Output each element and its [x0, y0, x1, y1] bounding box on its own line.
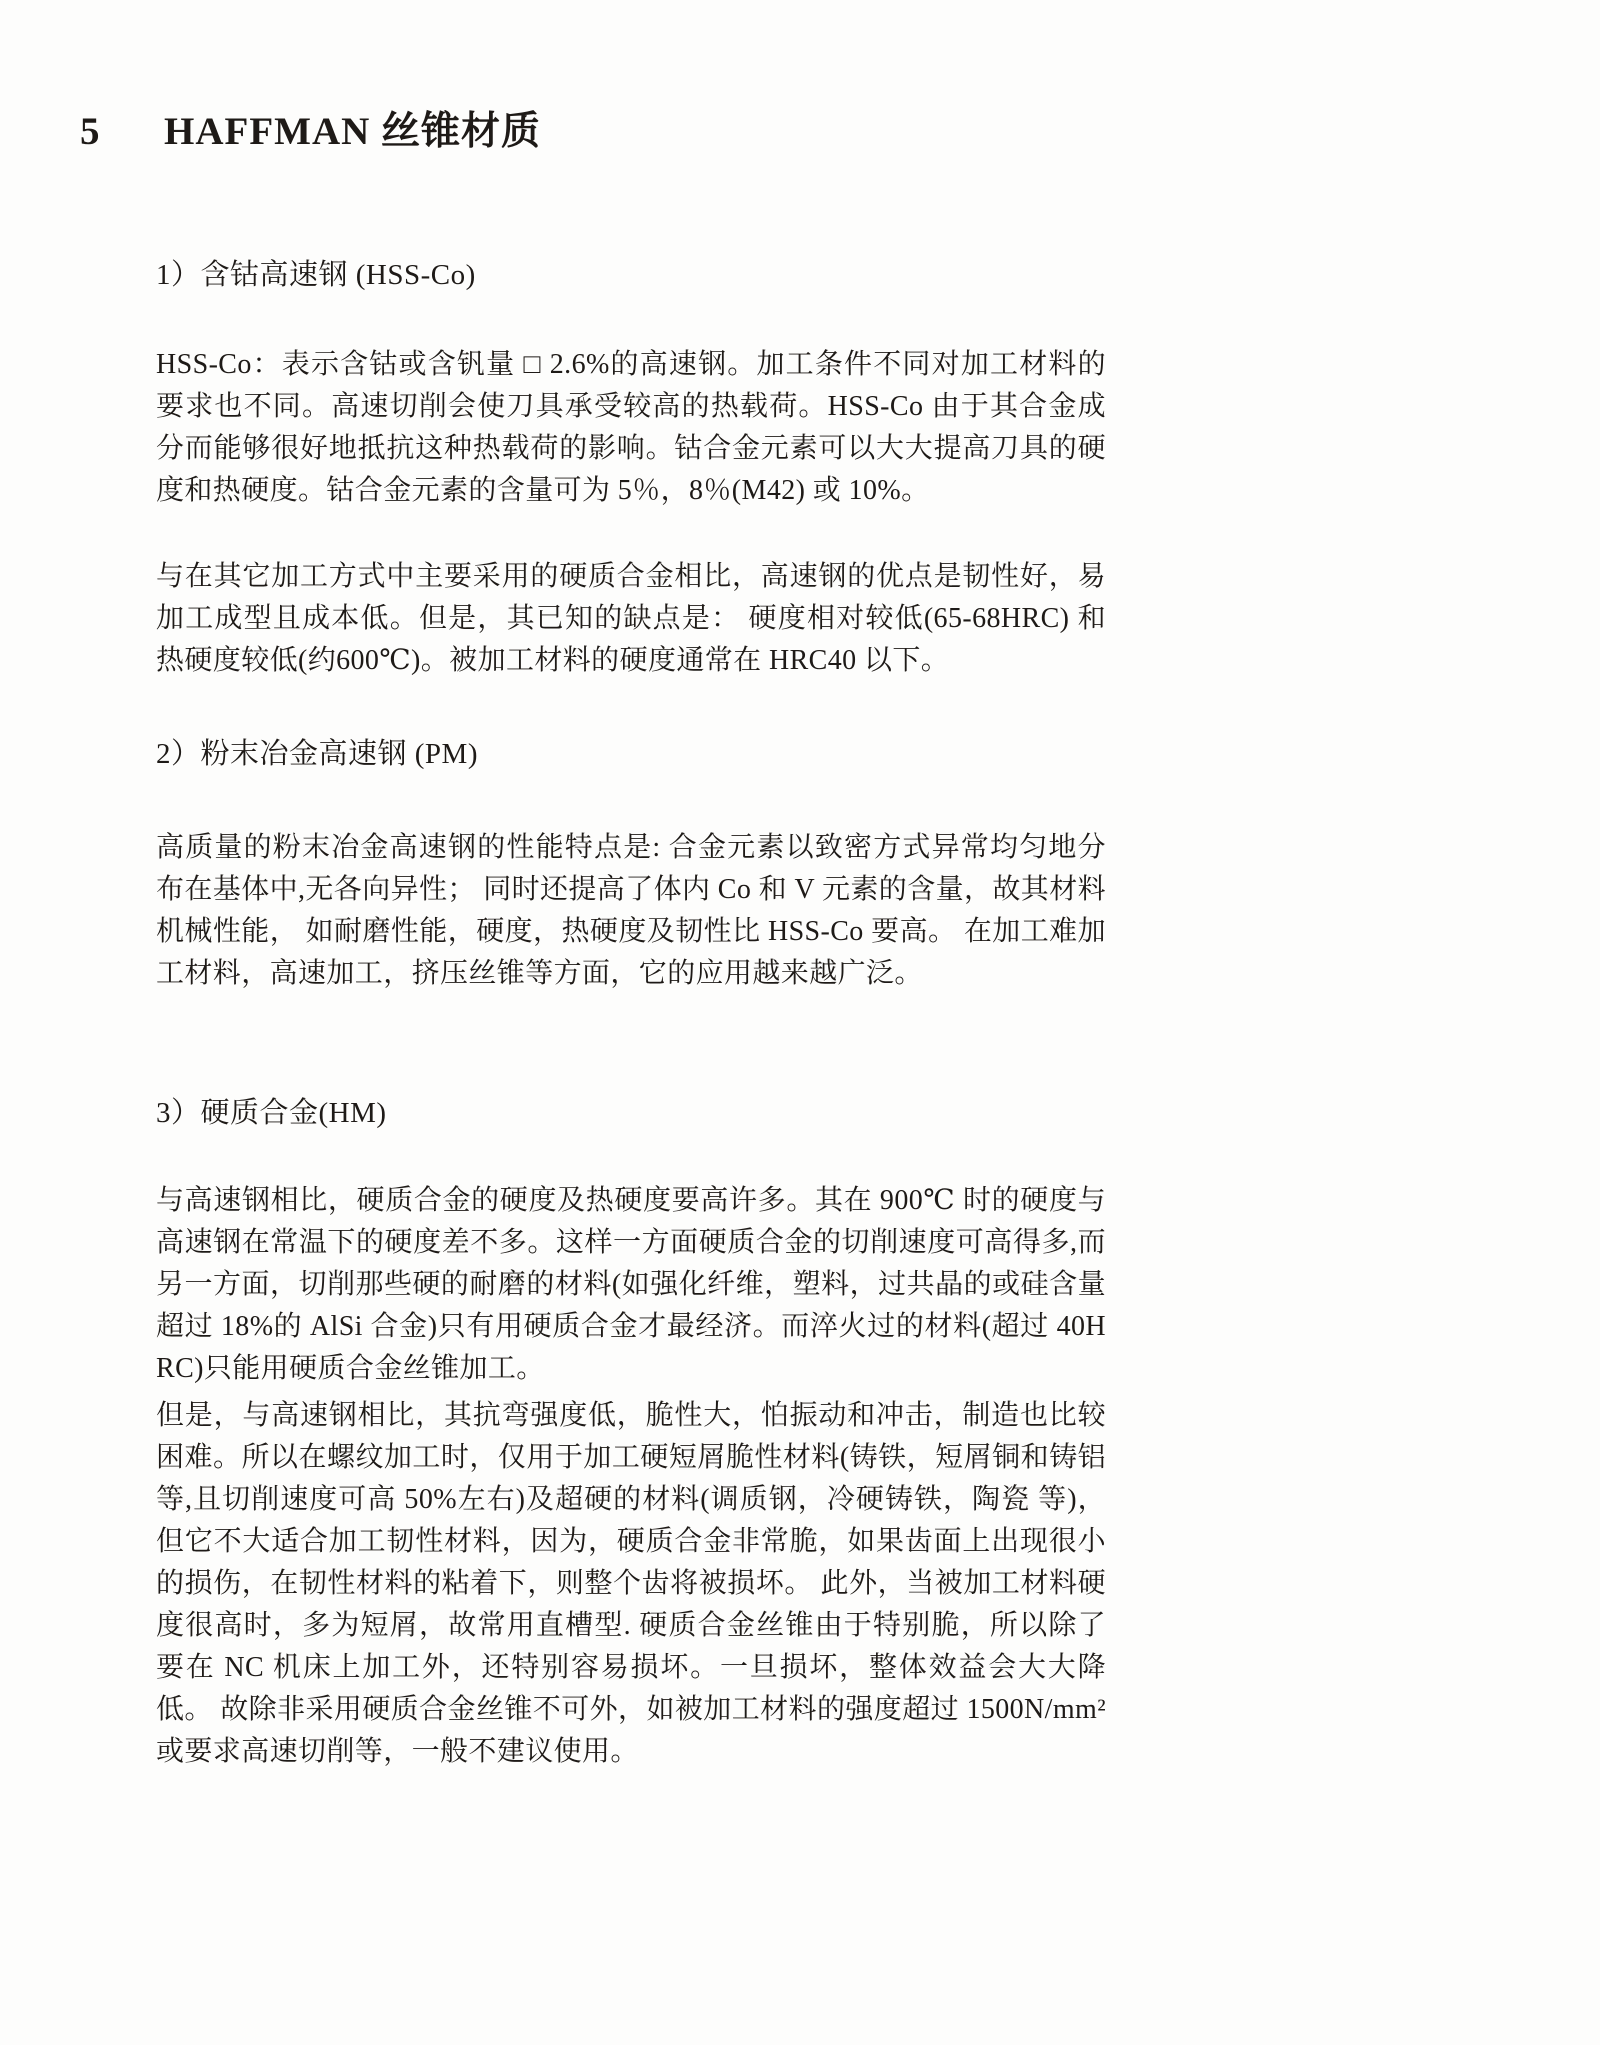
- paragraph-hm-1: 与高速钢相比，硬质合金的硬度及热硬度要高许多。其在 900℃ 时的硬度与高速钢在常温下的硬度差不多。这样一方面硬质合金的切削速度可高得多,而另一方面，切削那些硬的耐磨的材料(如强化纤维，塑料，过共晶的或硅含量超过 18%的 AlSi 合金)只有用硬质合金才最经济。而淬火过的材料(超过 40HRC)只能用硬质合金丝锥加工。: [156, 1185, 1106, 1384]
- paragraph-hm-2: 但是，与高速钢相比，其抗弯强度低，脆性大，怕振动和冲击，制造也比较困难。所以在螺纹加工时，仅用于加工硬短屑脆性材料(铸铁，短屑铜和铸铝等,且切削速度可高 50%左右)及超硬的材料(调质钢，冷硬铸铁，陶瓷 等)，但它不大适合加工韧性材料，因为，硬质合金非常脆，如果齿面上出现很小的损伤，在韧性材料的粘着下，则整个齿将被损坏。 此外，当被加工材料硬度很高时，多为短屑，故常用直槽型. 硬质合金丝锥由于特别脆，所以除了要在 NC 机床上加工外，还特别容易损坏。一旦损坏，整体效益会大大降低。 故除非采用硬质合金丝锥不可外，如被加工材料的强度超过 1500N/mm²或要求高速切削等，一般不建议使用。: [156, 1400, 1106, 1767]
- page-title: HAFFMAN 丝锥材质: [164, 110, 542, 153]
- chapter-number: 5: [80, 110, 101, 153]
- heading-pm: 2）粉末冶金高速钢 (PM): [156, 738, 478, 770]
- paragraph-pm-1: 高质量的粉末冶金高速钢的性能特点是: 合金元素以致密方式异常均匀地分布在基体中,无各向异性； 同时还提高了体内 Co 和 V 元素的含量，故其材料机械性能， 如耐磨性能，硬度，热硬度及韧性比 HSS-Co 要高。 在加工难加工材料，高速加工，挤压丝锥等方面，它的应用越来越广泛。: [156, 832, 1106, 989]
- paragraph-hss-co-2: 与在其它加工方式中主要采用的硬质合金相比，高速钢的优点是韧性好，易加工成型且成本低。但是，其已知的缺点是： 硬度相对较低(65-68HRC) 和热硬度较低(约600℃)。被加工材料的硬度通常在 HRC40 以下。: [156, 561, 1106, 676]
- heading-hm: 3）硬质合金(HM): [156, 1097, 387, 1129]
- heading-hss-co: 1）含钴高速钢 (HSS-Co): [156, 259, 476, 291]
- paragraph-hss-co-1: HSS-Co：表示含钴或含钒量 □ 2.6%的高速钢。加工条件不同对加工材料的要求也不同。高速切削会使刀具承受较高的热载荷。HSS-Co 由于其合金成分而能够很好地抵抗这种热载荷的影响。钴合金元素可以大大提高刀具的硬度和热硬度。钴合金元素的含量可为 5％，8％(M42) 或 10%。: [156, 349, 1106, 506]
- document-header: [80, 100, 541, 156]
